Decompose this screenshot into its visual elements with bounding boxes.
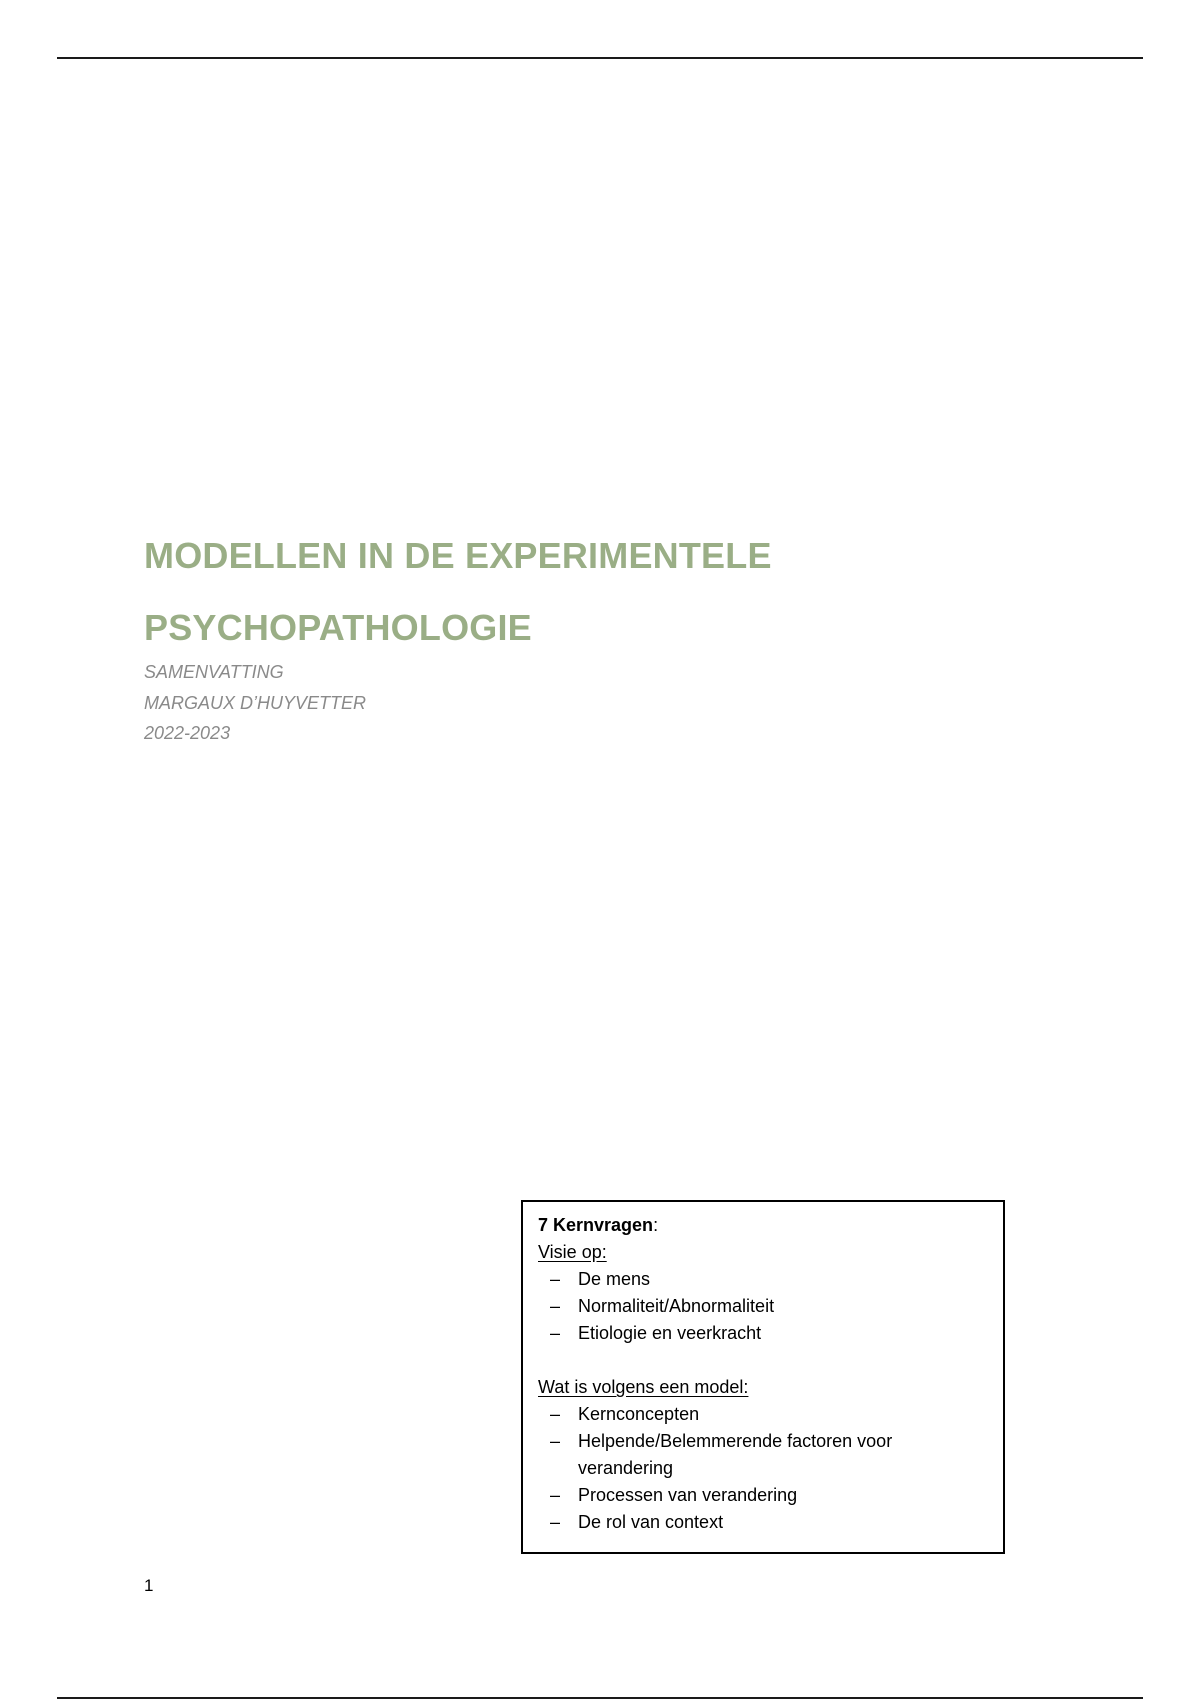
- footer-rule: [57, 1697, 1143, 1699]
- dash-bullet-icon: –: [550, 1269, 561, 1289]
- list-item-text: Kernconcepten: [578, 1404, 700, 1424]
- dash-bullet-icon: –: [550, 1296, 561, 1316]
- list-item-text: Etiologie en veerkracht: [578, 1323, 762, 1343]
- key-questions-heading-colon: :: [653, 1215, 659, 1235]
- list-item: [538, 1266, 989, 1293]
- key-questions-heading: [538, 1212, 989, 1239]
- dash-bullet-icon: –: [550, 1323, 561, 1343]
- dash-bullet-icon: –: [550, 1512, 561, 1532]
- subtitle: SAMENVATTING: [144, 662, 284, 682]
- list-item-text: De rol van context: [578, 1512, 724, 1532]
- list-item: [538, 1320, 989, 1347]
- document-title: [144, 520, 1044, 664]
- list-item: [538, 1293, 989, 1320]
- header-rule: [57, 57, 1143, 59]
- list-item-text: Processen van verandering: [578, 1485, 798, 1505]
- list-item-text: Helpende/Belemmerende factoren voor verandering: [578, 1431, 893, 1478]
- section-spacer: [538, 1347, 989, 1374]
- list-item-text: De mens: [578, 1269, 651, 1289]
- dash-bullet-icon: –: [550, 1485, 561, 1505]
- title-line-2: PSYCHOPATHOLOGIE: [144, 607, 532, 648]
- section-model-list: [538, 1401, 989, 1536]
- section-model-title: Wat is volgens een model:: [538, 1377, 749, 1397]
- dash-bullet-icon: –: [550, 1431, 561, 1451]
- section-vision-title: Visie op:: [538, 1242, 607, 1262]
- list-item: [538, 1482, 989, 1509]
- section-vision-list: [538, 1266, 989, 1347]
- list-item: [538, 1428, 989, 1482]
- page-number: 1: [144, 1576, 154, 1595]
- list-item: [538, 1509, 989, 1536]
- list-item-text: Normaliteit/Abnormaliteit: [578, 1296, 775, 1316]
- author-name: MARGAUX D’HUYVETTER: [144, 692, 367, 713]
- title-line-1: MODELLEN IN DE EXPERIMENTELE: [144, 535, 772, 576]
- dash-bullet-icon: –: [550, 1404, 561, 1424]
- key-questions-box: [521, 1200, 1005, 1554]
- document-meta: [144, 657, 366, 749]
- key-questions-heading-bold: 7 Kernvragen: [538, 1215, 654, 1235]
- list-item: [538, 1401, 989, 1428]
- academic-year: 2022-2023: [144, 723, 231, 743]
